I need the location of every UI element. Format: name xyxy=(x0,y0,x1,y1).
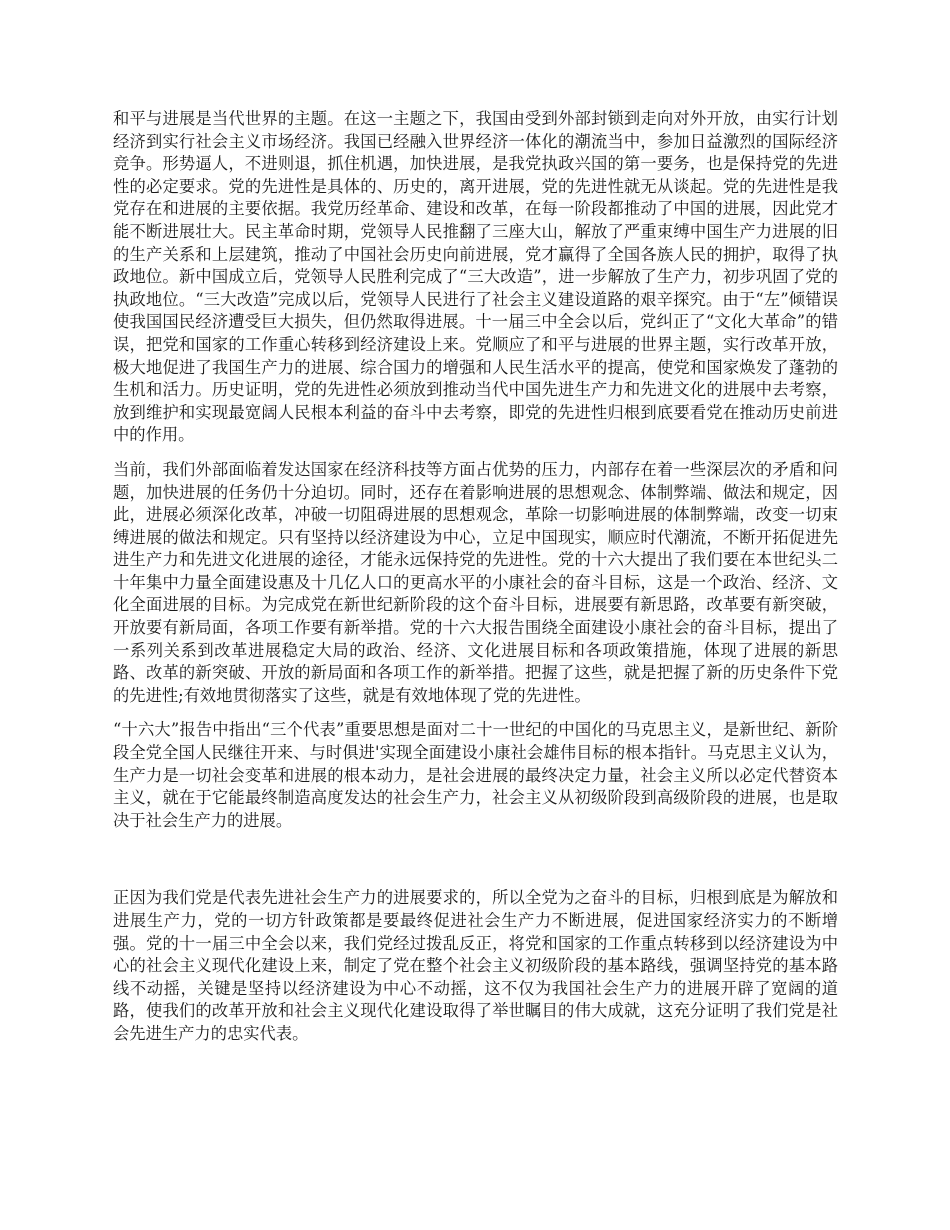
document-body xyxy=(113,108,838,1046)
paragraph-2: 当前，我们外部面临着发达国家在经济科技等方面占优势的压力，内部存在着一些深层次的矛盾和问题，加快进展的任务仍十分迫切。同时，还存在着影响进展的思想观念、体制弊端、做法和规定，因此，进展必须深化改革，冲破一切阻碍进展的思想观念，革除一切影响进展的体制弊端，改变一切束缚进展的做法和规定。只有坚持以经济建设为中心，立足中国现实，顺应时代潮流，不断开拓促进先进生产力和先进文化进展的途径，才能永远保持党的先进性。党的十六大提出了我们要在本世纪头二十年集中力量全面建设惠及十几亿人口的更高水平的小康社会的奋斗目标，这是一个政治、经济、文化全面进展的目标。为完成党在新世纪新阶段的这个奋斗目标，进展要有新思路，改革要有新突破，开放要有新局面，各项工作要有新举措。党的十六大报告围绕全面建设小康社会的奋斗目标，提出了一系列关系到改革进展稳定大局的政治、经济、文化进展目标和各项政策措施，体现了进展的新思路、改革的新突破、开放的新局面和各项工作的新举措。把握了这些，就是把握了新的历史条件下党的先进性;有效地贯彻落实了这些，就是有效地体现了党的先进性。 xyxy=(113,459,838,705)
paragraph-4: 正因为我们党是代表先进社会生产力的进展要求的，所以全党为之奋斗的目标，归根到底是为解放和进展生产力，党的一切方针政策都是要最终促进社会生产力不断进展，促进国家经济实力的不断增强。党的十一届三中全会以来，我们党经过拨乱反正，将党和国家的工作重点转移到以经济建设为中心的社会主义现代化建设上来，制定了党在整个社会主义初级阶段的基本路线，强调坚持党的基本路线不动摇，关键是坚持以经济建设为中心不动摇，这不仅为我国社会生产力的进展开辟了宽阔的道路，使我们的改革开放和社会主义现代化建设取得了举世瞩目的伟大成就，这充分证明了我们党是社会先进生产力的忠实代表。 xyxy=(113,888,838,1043)
paragraph-1: 和平与进展是当代世界的主题。在这一主题之下，我国由受到外部封锁到走向对外开放，由实行计划经济到实行社会主义市场经济。我国已经融入世界经济一体化的潮流当中，参加日益激烈的国际经济竞争。形势逼人，不进则退，抓住机遇，加快进展，是我党执政兴国的第一要务，也是保持党的先进性的必定要求。党的先进性是具体的、历史的，离开进展，党的先进性就无从谈起。党的先进性是我党存在和进展的主要依据。我党历经革命、建设和改革，在每一阶段都推动了中国的进展，因此党才能不断进展壮大。民主革命时期，党领导人民推翻了三座大山，解放了严重束缚中国生产力进展的旧的生产关系和上层建筑，推动了中国社会历史向前进展，党才赢得了全国各族人民的拥护，取得了执政地位。新中国成立后，党领导人民胜利完成了“三大改造”，进一步解放了生产力，初步巩固了党的执政地位。“三大改造”完成以后，党领导人民进行了社会主义建设道路的艰辛探究。由于“左”倾错误使我国国民经济遭受巨大损失，但仍然取得进展。十一届三中全会以后，党纠正了“文化大革命”的错误，把党和国家的工作重心转移到经济建设上来。党顺应了和平与进展的世界主题，实行改革开放，极大地促进了我国生产力的进展、综合国力的增强和人民生活水平的提高，使党和国家焕发了蓬勃的生机和活力。历史证明，党的先进性必须放到推动当代中国先进生产力和先进文化的进展中去考察，放到维护和实现最宽阔人民根本利益的奋斗中去考察，即党的先进性归根到底要看党在推动历史前进中的作用。 xyxy=(113,109,838,445)
paragraph-3: “十六大”报告中指出“三个代表”重要思想是面对二十一世纪的中国化的马克思主义，是新世纪、新阶段全党全国人民继往开来、与时俱进'实现全面建设小康社会雄伟目标的根本指针。马克思主义认为，生产力是一切社会变革和进展的根本动力，是社会进展的最终决定力量，社会主义所以必定代替资本主义，就在于它能最终制造高度发达的社会生产力，社会主义从初级阶段到高级阶段的进展，也是取决于社会生产力的进展。 xyxy=(113,720,838,830)
